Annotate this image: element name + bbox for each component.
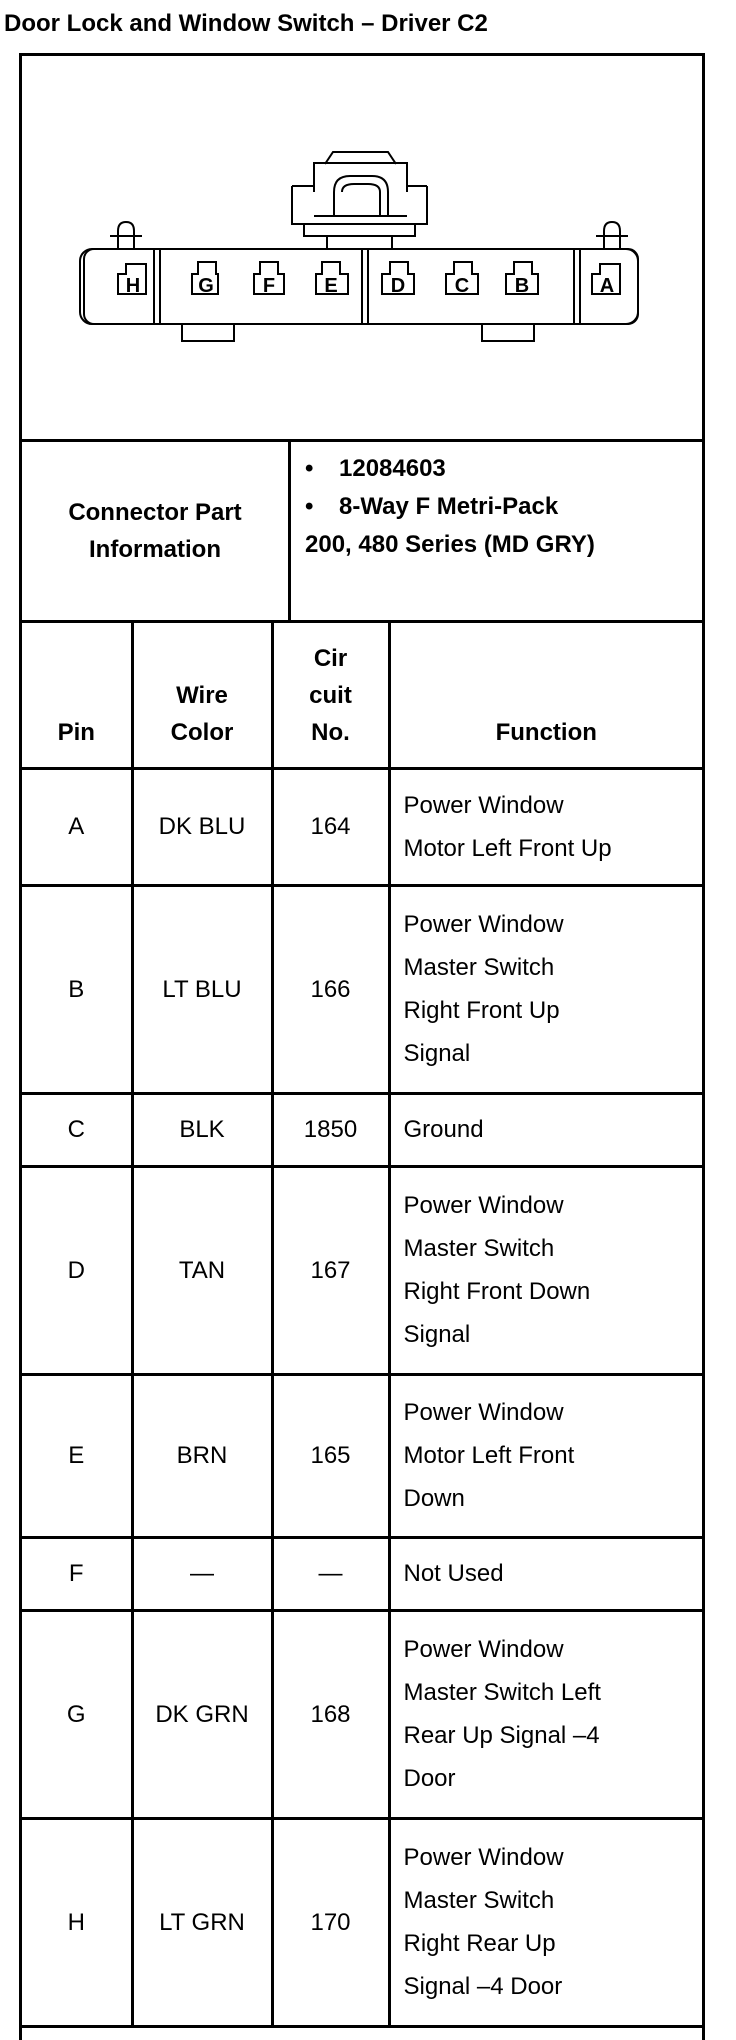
part-info-label-line: Information [89,536,221,563]
circuit-cell: 170 [272,1818,389,2026]
function-cell: Power Window Master Switch Right Front Up Signal [389,885,702,1093]
part-info-values [291,442,702,620]
cavity-label-b: B [514,275,530,297]
page-title: Door Lock and Window Switch – Driver C2 [4,10,488,37]
part-number: 12084603 [339,455,446,482]
wire-color-cell: DK GRN [132,1610,272,1818]
table-row [22,1093,702,1166]
connector-series: 200, 480 Series (MD GRY) [305,531,595,558]
table-row [22,1374,702,1537]
wire-color-cell: DK BLU [132,768,272,885]
circuit-cell: — [272,1537,389,1610]
part-number-line [305,450,446,488]
wire-color-cell: LT BLU [132,885,272,1093]
circuit-cell: 164 [272,768,389,885]
cavity-label-a: A [599,275,615,297]
connector-info-frame [19,53,705,2040]
cavity-label-d: D [390,275,406,297]
bullet-icon: • [305,455,314,482]
connector-type: 8-Way F Metri-Pack [339,493,559,520]
table-row [22,885,702,1093]
pin-cell: C [22,1093,132,1166]
connector-type-line [305,488,558,526]
circuit-cell: 165 [272,1374,389,1537]
cavity-label-h: H [125,275,141,297]
bullet-icon: • [305,493,314,520]
connector-diagram [22,56,702,442]
cavity-label-c: C [454,275,470,297]
function-cell: Ground [389,1093,702,1166]
header-wire-color: Wire Color [132,623,272,768]
pin-cell: B [22,885,132,1093]
pin-cell: A [22,768,132,885]
pinout-table [22,623,702,2028]
table-row [22,1537,702,1610]
table-row [22,1818,702,2026]
table-row [22,768,702,885]
function-cell: Power Window Master Switch Right Rear Up Signal –4 Door [389,1818,702,2026]
function-cell: Not Used [389,1537,702,1610]
header-circuit-no: Cir cuit No. [272,623,389,768]
wire-color-cell: LT GRN [132,1818,272,2026]
wire-color-cell: BLK [132,1093,272,1166]
pin-cell: E [22,1374,132,1537]
wire-color-cell: TAN [132,1166,272,1374]
connector-face-drawing [22,56,702,439]
function-cell: Power Window Master Switch Right Front Down Signal [389,1166,702,1374]
wire-color-cell: — [132,1537,272,1610]
pin-cell: G [22,1610,132,1818]
header-function: Function [389,623,702,768]
pin-cell: D [22,1166,132,1374]
pin-cell: F [22,1537,132,1610]
table-row [22,1610,702,1818]
function-cell: Power Window Motor Left Front Down [389,1374,702,1537]
connector-part-info [22,442,702,623]
function-cell: Power Window Motor Left Front Up [389,768,702,885]
header-pin: Pin [22,623,132,768]
part-info-label-line: Connector Part [68,499,242,526]
pin-cell: H [22,1818,132,2026]
table-row [22,1166,702,1374]
function-cell: Power Window Master Switch Left Rear Up Signal –4 Door [389,1610,702,1818]
table-header-row [22,623,702,768]
cavity-label-e: E [324,275,338,297]
cavity-label-g: G [198,275,214,297]
connector-series-line [305,526,595,564]
circuit-cell: 1850 [272,1093,389,1166]
circuit-cell: 168 [272,1610,389,1818]
circuit-cell: 167 [272,1166,389,1374]
circuit-cell: 166 [272,885,389,1093]
cavity-label-f: F [262,275,276,297]
wire-color-cell: BRN [132,1374,272,1537]
part-info-label [22,442,291,620]
